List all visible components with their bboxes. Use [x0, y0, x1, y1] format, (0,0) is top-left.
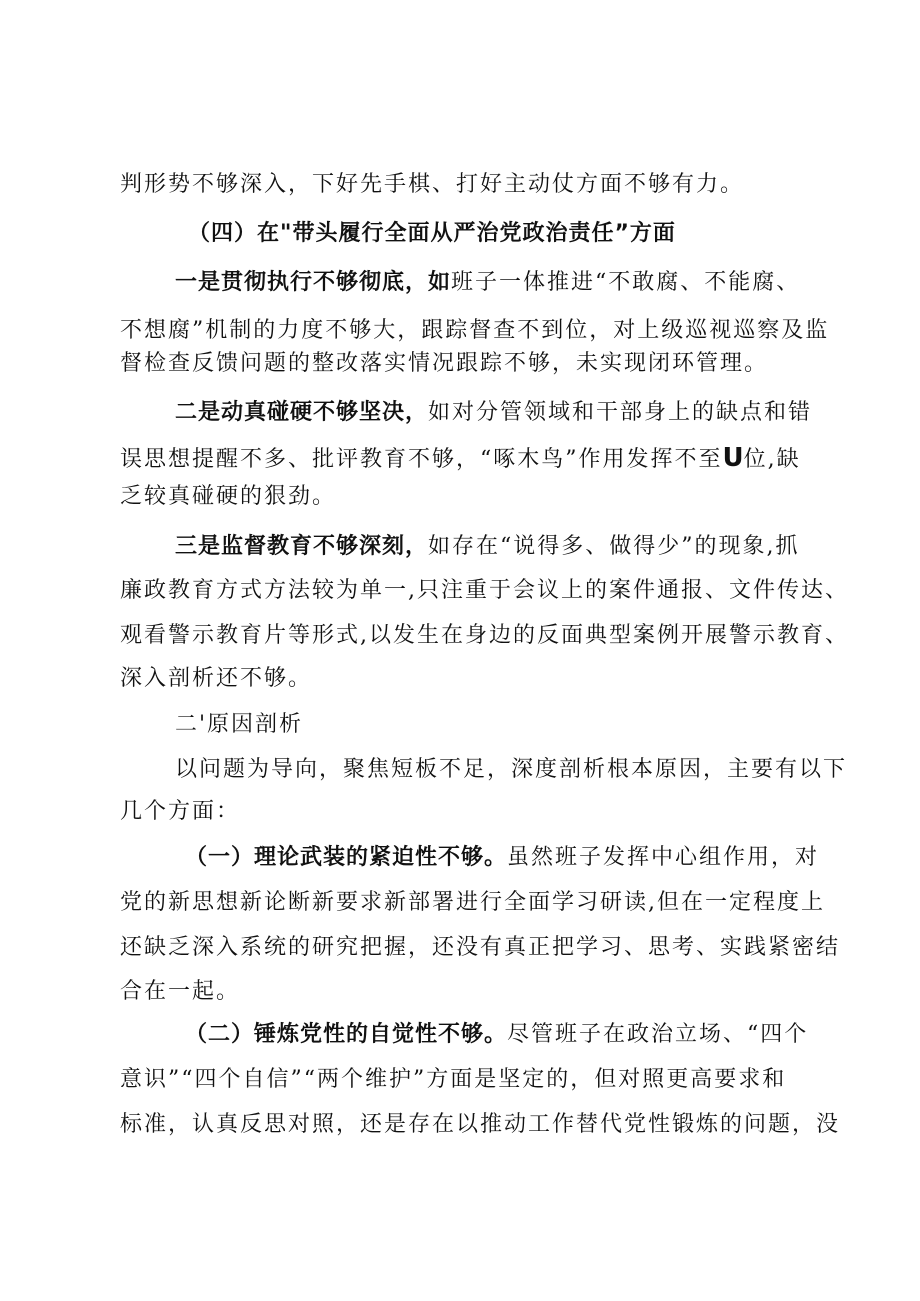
text: 深入剖析还不够。 [120, 666, 313, 691]
paragraph-line [120, 977, 240, 1007]
text: 意识”“四个自信”“两个维护”方面是坚定的，但对照更高要求和 [120, 1067, 787, 1092]
text: 如存在“说得多、做得少”的现象,抓 [428, 534, 800, 559]
section-heading [175, 710, 303, 740]
paragraph-line [120, 664, 312, 694]
text: 班子一体推进“不敢腐、不能腐、 [451, 270, 801, 295]
paragraph-line [120, 1065, 786, 1095]
text: 督检查反馈问题的整改落实情况跟踪不够，未实现闭环管理。 [120, 351, 769, 376]
text: 标准，认真反思对照，还是存在以推动工作替代党性锻炼的问题，没 [120, 1112, 841, 1137]
heading-text: （四）在"带头履行全面从严治党政治责任”方面 [188, 221, 676, 246]
paragraph-line [120, 576, 849, 606]
paragraph-line [175, 268, 800, 298]
paragraph-line [120, 482, 336, 512]
paragraph-line [120, 349, 768, 379]
text: 合在一起。 [120, 979, 241, 1004]
text: 还缺乏深入系统的研究把握，还没有真正把学习、思考、实践紧密结 [120, 935, 841, 960]
text: 误思想提醒不多、批评教育不够，“啄木鸟”作用发挥不至 [120, 447, 723, 472]
bold-lead: 一是贯彻执行不够彻底，如 [175, 270, 452, 295]
paragraph-line [185, 1020, 808, 1050]
paragraph-line [120, 621, 849, 651]
text: 以问题为导向，聚焦短板不足，深度剖析根本原因，主要有以下 [175, 757, 848, 782]
paragraph-line [120, 888, 825, 918]
bold-lead: （一）理论武装的紧迫性不够。 [185, 845, 508, 870]
text: 乏较真碰硬的狠劲。 [120, 484, 337, 509]
text: 判形势不够深入，下好先手棋、打好主动仗方面不够有力。 [120, 172, 745, 197]
text: 位,缺 [743, 447, 801, 472]
bold-lead: 二是动真碰硬不够坚决， [175, 400, 429, 425]
paragraph-line [120, 170, 744, 200]
paragraph-line [120, 797, 240, 827]
paragraph-line [120, 316, 829, 346]
paragraph-line [120, 933, 840, 963]
text: 如对分管领域和干部身上的缺点和错 [428, 400, 813, 425]
paragraph-line [120, 1110, 840, 1140]
section-heading [188, 219, 676, 249]
paragraph-line [175, 532, 800, 562]
paragraph-line [120, 443, 801, 475]
text: 观看警示教育片等形式,以发生在身边的反面典型案例开展警示教育、 [120, 623, 849, 648]
heading-text: 二'原因剖析 [175, 712, 304, 737]
text: 虽然班子发挥中心组作用，对 [507, 845, 820, 870]
text: 几个方面： [120, 799, 241, 824]
paragraph-line [185, 843, 819, 873]
paragraph-line [175, 398, 812, 428]
paragraph-line [175, 755, 847, 785]
bold-lead: 三是监督教育不够深刻， [175, 534, 429, 559]
text: 党的新思想新论断新要求新部署进行全面学习研读,但在一定程度上 [120, 890, 825, 915]
text: 尽管班子在政治立场、“四个 [507, 1022, 809, 1047]
text: 不想腐”机制的力度不够大，跟踪督查不到位，对上级巡视巡察及监 [120, 318, 830, 343]
bold-lead: （二）锤炼党性的自觉性不够。 [185, 1022, 508, 1047]
text: 廉政教育方式方法较为单一,只注重于会议上的案件通报、文件传达、 [120, 578, 849, 603]
text-glyph: U [722, 443, 744, 473]
